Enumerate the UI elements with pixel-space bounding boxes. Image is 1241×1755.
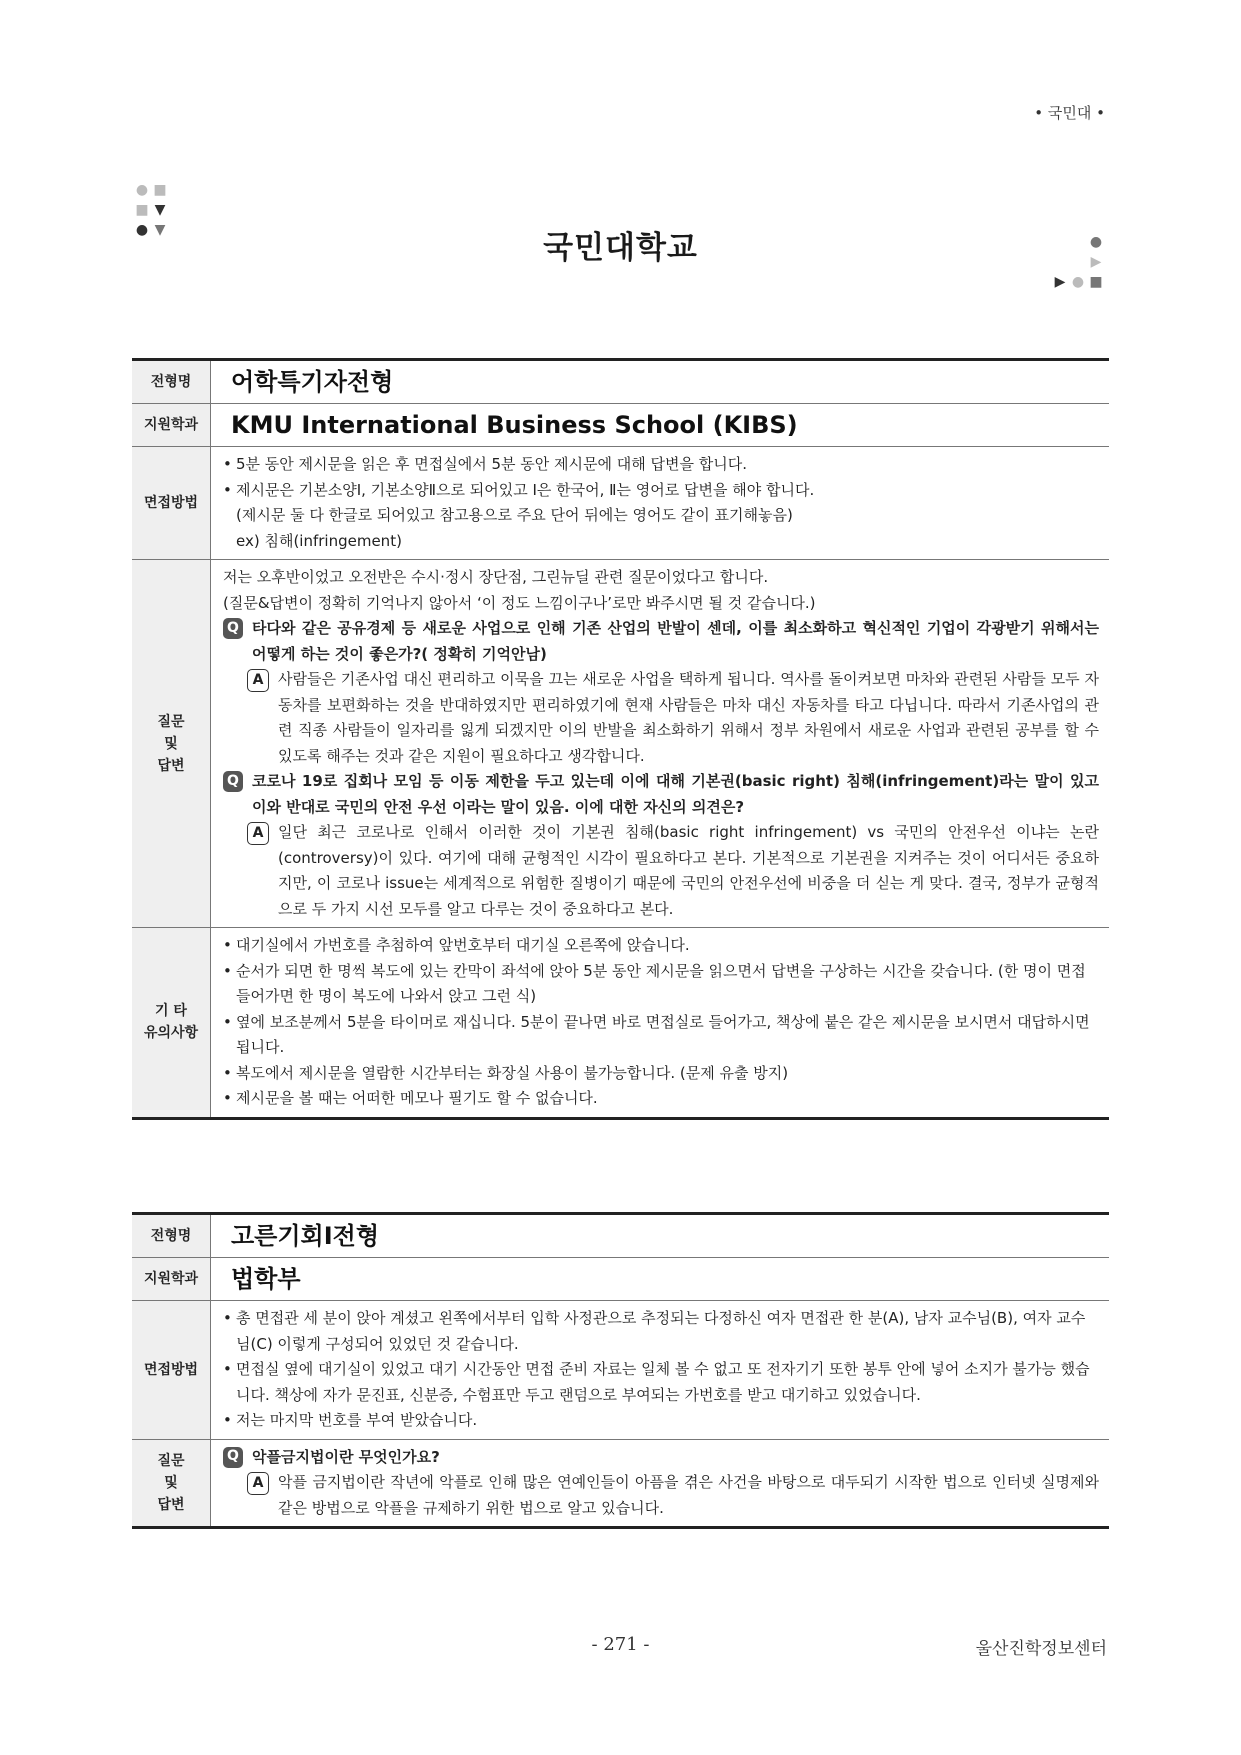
page-title: 국민대학교 (543, 230, 698, 266)
circle-shape-icon: ● (1071, 274, 1085, 290)
department-label: 지원학과 (132, 404, 211, 447)
other-label-line: 유의사항 (143, 1025, 199, 1042)
list-item: • 제시문은 기본소양Ⅰ, 기본소양Ⅱ으로 되어있고 Ⅰ은 한국어, Ⅱ는 영어로 답변을 해야 합니다. (223, 478, 1099, 504)
answer-icon: A (247, 669, 269, 692)
department-row (132, 404, 1109, 447)
note-text: (제시문 둘 다 한글로 되어있고 참고용으로 주요 단어 뒤에는 영어도 같이 표기해놓음) (236, 506, 793, 524)
qa-label-line: 및 (164, 1474, 178, 1491)
list-item: • 면접실 옆에 대기실이 있었고 대기 시간동안 면접 준비 자료는 일체 볼 수 없고 또 전자기기 또한 봉투 안에 넣어 소지가 불가능 했습니다. 책상에 자가 문진표, 신분증, 수험표만 두고 랜덤으로 부여되는 가번호를 받고 대기하고 있었습니다. (223, 1357, 1099, 1408)
other-notes-label (132, 928, 211, 1119)
triangle-right-icon: ▶ (1054, 274, 1066, 290)
track-label: 전형명 (132, 360, 211, 404)
track-row (132, 1214, 1109, 1258)
department-row (132, 1258, 1109, 1301)
running-head: • 국민대 • (1034, 104, 1105, 122)
qa-content (211, 1439, 1110, 1528)
list-item: • 대기실에서 가번호를 추첨하여 앞번호부터 대기실 오른쪽에 앉습니다. (223, 933, 1099, 959)
answer-text: 사람들은 기존사업 대신 편리하고 이묵을 끄는 새로운 사업을 택하게 됩니다. 역사를 돌이켜보면 마차와 관련된 사람들 모두 자동차를 보편화하는 것을 반대하였지만 편리하였기에 현재 사람들은 마차 대신 자동차를 타고 다닙니다. 따라서 기존사업의 관련 직종 사람들이 일자리를 잃게 되겠지만 이의 반발을 최소화하기 위해서 정부 차원에서 새로운 사업과 관련된 공부를 할 수 있도록 해주는 것과 같은 지원이 필요하다고 생각합니다. (278, 670, 1099, 765)
other-notes-content (211, 928, 1110, 1119)
question-text: 코로나 19로 집회나 모임 등 이동 제한을 두고 있는데 이에 대해 기본권(basic right) 침해(infringement)라는 말이 있고 이와 반대로 국민의 안전 우선 이라는 말이 있음. 이에 대한 자신의 의견은? (252, 772, 1099, 816)
department-value: 법학부 (211, 1258, 1110, 1301)
qa-label-line: 질문 (157, 713, 185, 730)
list-item: • 옆에 보조분께서 5분을 타이머로 재십니다. 5분이 끝나면 바로 면접실로 들어가고, 책상에 붙은 같은 제시문을 보시면서 대답하시면 됩니다. (223, 1010, 1099, 1061)
list-item: • 복도에서 제시문을 열람한 시간부터는 화장실 사용이 불가능합니다. (문제 유출 방지) (223, 1061, 1099, 1087)
square-shape-icon: ■ (1089, 274, 1103, 290)
other-notes-row (132, 928, 1109, 1119)
question-icon: Q (223, 1447, 243, 1468)
qa-row (132, 560, 1109, 928)
triangle-down-icon: ▼ (154, 222, 166, 238)
note-text: ex) 침해(infringement) (236, 531, 402, 550)
page-number: - 271 - (591, 1634, 650, 1655)
interview-table-language-track (132, 358, 1109, 1120)
list-item: • 5분 동안 제시문을 읽은 후 면접실에서 5분 동안 제시문에 대해 답변을 합니다. (223, 452, 1099, 478)
qa-row (132, 1439, 1109, 1528)
circle-shape-icon: ● (135, 182, 149, 198)
method-content (211, 447, 1110, 560)
intro-text: 저는 오후반이었고 오전반은 수시·정시 장단점, 그린뉴딜 관련 질문이었다고 합니다. (223, 568, 769, 586)
list-item: • 제시문을 볼 때는 어떠한 메모나 필기도 할 수 없습니다. (223, 1086, 1099, 1112)
method-label: 면접방법 (132, 447, 211, 560)
qa-label-line: 및 (164, 735, 178, 752)
circle-shape-icon: ● (1089, 234, 1103, 250)
question-text: 타다와 같은 공유경제 등 새로운 사업으로 인해 기존 산업의 반발이 센데, 이를 최소화하고 혁신적인 기업이 각광받기 위해서는 어떻게 하는 것이 좋은가?( 정확히 기억안남) (252, 619, 1099, 663)
answer-text: 일단 최근 코로나로 인해서 이러한 것이 기본권 침해(basic right infringement) vs 국민의 안전우선 이냐는 논란(controversy)이 있다. 여기에 대해 균형적인 시각이 필요하다고 본다. 기본적으로 기본권을 지켜주는 것이 어디서든 중요하지만, 이 코로나 issue는 세계적으로 위험한 질병이기 때문에 국민의 안전우선에 비중을 더 싣는 게 맞다. 결국, 정부가 균형적으로 두 가지 시선 모두를 알고 다루는 것이 중요하다고 본다. (278, 823, 1099, 918)
method-row (132, 1301, 1109, 1440)
qa-label-line: 답변 (157, 1496, 185, 1513)
question-icon: Q (223, 771, 243, 792)
method-row (132, 447, 1109, 560)
track-row (132, 360, 1109, 404)
other-label-line: 기 타 (155, 1003, 187, 1020)
answer-icon: A (247, 1472, 269, 1495)
qa-label (132, 1439, 211, 1528)
answer-item (247, 820, 1099, 922)
question-item (223, 769, 1099, 820)
question-icon: Q (223, 618, 243, 639)
qa-content (211, 560, 1110, 928)
question-text: 악플금지법이란 무엇인가요? (252, 1447, 440, 1466)
interview-table-equal-opportunity-track (132, 1212, 1109, 1529)
triangle-right-icon: ▶ (1090, 254, 1102, 270)
question-item (223, 616, 1099, 667)
list-item: • 순서가 되면 한 명씩 복도에 있는 칸막이 좌석에 앉아 5분 동안 제시문을 읽으면서 답변을 구상하는 시간을 갖습니다. (한 명이 면접 들어가면 한 명이 복도에 나와서 앉고 그런 식) (223, 959, 1099, 1010)
triangle-down-icon: ▼ (154, 202, 166, 218)
square-shape-icon: ■ (135, 202, 149, 218)
method-content (211, 1301, 1110, 1440)
qa-label-line: 질문 (157, 1452, 185, 1469)
qa-label-line: 답변 (157, 757, 185, 774)
track-value: 고른기회Ⅰ전형 (211, 1214, 1110, 1258)
department-label: 지원학과 (132, 1258, 211, 1301)
circle-shape-icon: ● (135, 222, 149, 238)
intro-text: (질문&답변이 정확히 기억나지 않아서 ‘이 정도 느낌이구나’로만 봐주시면 될 것 같습니다.) (223, 593, 816, 612)
decorative-shapes-right (1051, 232, 1105, 292)
answer-icon: A (247, 822, 269, 845)
track-label: 전형명 (132, 1214, 211, 1258)
list-item: • 저는 마지막 번호를 부여 받았습니다. (223, 1408, 1099, 1434)
square-shape-icon: ■ (153, 182, 167, 198)
answer-item (247, 1470, 1099, 1521)
footer-organization: 울산진학정보센터 (975, 1639, 1107, 1659)
answer-item (247, 667, 1099, 769)
method-label: 면접방법 (132, 1301, 211, 1440)
qa-label (132, 560, 211, 928)
question-item (223, 1445, 1099, 1471)
track-value: 어학특기자전형 (211, 360, 1110, 404)
department-value: KMU International Business School (KIBS) (211, 404, 1110, 447)
list-item: • 총 면접관 세 분이 앉아 계셨고 왼쪽에서부터 입학 사정관으로 추정되는 다정하신 여자 면접관 한 분(A), 남자 교수님(B), 여자 교수님(C) 이렇게 구성되어 있었던 것 같습니다. (223, 1306, 1099, 1357)
answer-text: 악플 금지법이란 작년에 악플로 인해 많은 연예인들이 아픔을 겪은 사건을 바탕으로 대두되기 시작한 법으로 인터넷 실명제와 같은 방법으로 악플을 규제하기 위한 법으로 알고 있습니다. (278, 1473, 1099, 1517)
